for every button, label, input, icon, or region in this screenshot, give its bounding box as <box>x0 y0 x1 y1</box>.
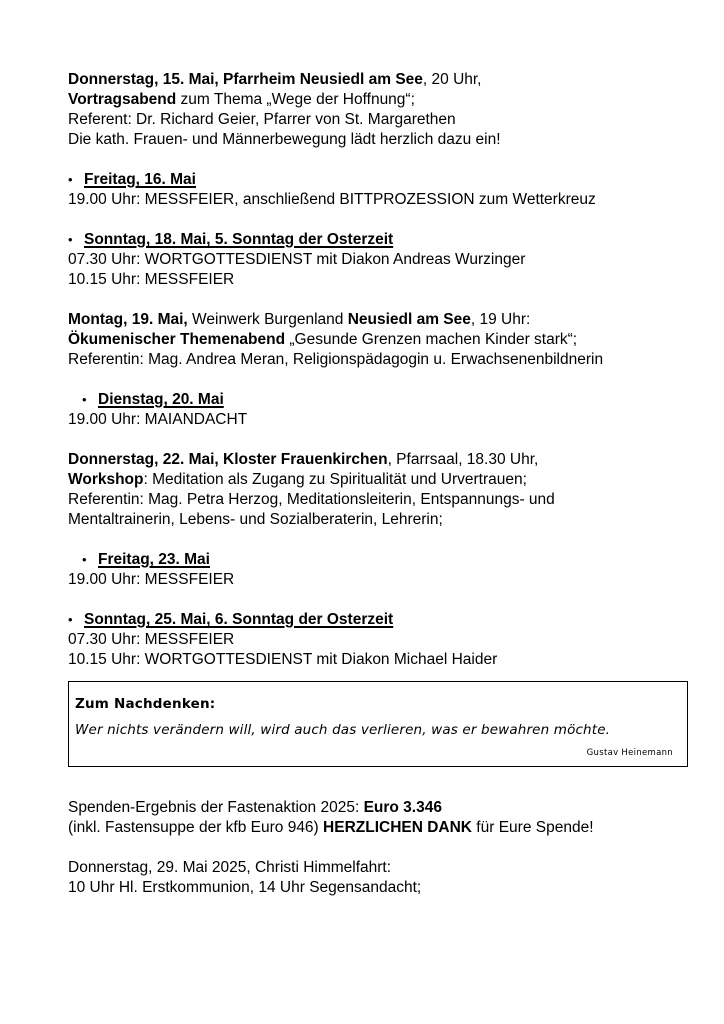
day-title: Dienstag, 20. Mai <box>98 391 224 408</box>
bullet-icon: • <box>68 612 73 627</box>
bullet-icon: • <box>82 552 87 567</box>
event-note: Die kath. Frauen- und Männerbewegung lädt herzlich dazu ein! <box>68 131 501 148</box>
ascension-day <box>68 858 708 898</box>
event-speaker: Referentin: Mag. Petra Herzog, Meditationsleiterin, Entspannungs- und <box>68 491 555 508</box>
schedule-line: 19.00 Uhr: MESSFEIER, anschließend BITTPROZESSION zum Wetterkreuz <box>68 191 596 208</box>
schedule-line: 07.30 Uhr: WORTGOTTESDIENST mit Diakon Andreas Wurzinger <box>68 251 526 268</box>
event-speaker-cont: Mentaltrainerin, Lebens- und Sozialberaterin, Lehrerin; <box>68 511 443 528</box>
event-type: Ökumenischer Themenabend <box>68 331 286 348</box>
day-title: Freitag, 23. Mai <box>98 551 210 568</box>
reflection-quote: Wer nichts verändern will, wird auch das verlieren, was er bewahren möchte. <box>75 722 611 738</box>
reflection-author: Gustav Heinemann <box>586 748 673 758</box>
event-themenabend: Montag, 19. Mai, Weinwerk Burgenland Neusiedl am See, 19 Uhr: Ökumenischer Themenabend „Gesunde Grenzen machen Kinder stark“; Referentin: Mag. Andrea Meran, Religionspädagogin u. Erwachsenenbildnerin <box>68 310 708 370</box>
event-heading: Donnerstag, 22. Mai, Kloster Frauenkirchen <box>68 451 388 468</box>
bullet-icon: • <box>68 232 73 247</box>
schedule-line: 10.15 Uhr: MESSFEIER <box>68 271 235 288</box>
ascension-schedule: 10 Uhr Hl. Erstkommunion, 14 Uhr Segensandacht; <box>68 879 422 896</box>
day-title: Freitag, 16. Mai <box>84 171 196 188</box>
schedule-line: 19.00 Uhr: MAIANDACHT <box>68 411 248 428</box>
day-title: Sonntag, 18. Mai, 5. Sonntag der Osterzeit <box>84 231 394 248</box>
reflection-box <box>68 681 688 767</box>
day-friday-16 <box>68 170 708 210</box>
event-workshop: Donnerstag, 22. Mai, Kloster Frauenkirchen, Pfarrsaal, 18.30 Uhr, Workshop: Meditation als Zugang zu Spiritualität und Urvertrauen; Referentin: Mag. Petra Herzog, Meditationsleiterin, Entspannungs- und Mentaltrainerin, Lebens- und Sozialberaterin, Lehrerin; <box>68 450 708 530</box>
thanks-text: HERZLICHEN DANK <box>323 819 472 836</box>
donation-amount: Euro 3.346 <box>363 799 442 816</box>
donation-result: Spenden-Ergebnis der Fastenaktion 2025: Euro 3.346 (inkl. Fastensuppe der kfb Euro 946) HERZLICHEN DANK für Eure Spende! <box>68 799 594 836</box>
event-speaker: Referent: Dr. Richard Geier, Pfarrer von St. Margarethen <box>68 111 456 128</box>
event-type: Vortragsabend <box>68 91 177 108</box>
bullet-icon: • <box>82 392 87 407</box>
closing-notes <box>68 798 708 918</box>
event-speaker: Referentin: Mag. Andrea Meran, Religionspädagogin u. Erwachsenenbildnerin <box>68 351 604 368</box>
event-vortragsabend: Donnerstag, 15. Mai, Pfarrheim Neusiedl am See, 20 Uhr, Vortragsabend zum Thema „Wege der Hoffnung“; Referent: Dr. Richard Geier, Pfarrer von St. Margarethen Die kath. Frauen- und Männerbewegung lädt herzlich dazu ein! <box>68 70 708 150</box>
day-sunday-25 <box>68 610 708 670</box>
event-heading: Donnerstag, 15. Mai, Pfarrheim Neusiedl am See <box>68 71 423 88</box>
event-type: Workshop <box>68 471 144 488</box>
day-tuesday-20 <box>68 390 708 430</box>
ascension-heading: Donnerstag, 29. Mai 2025, Christi Himmelfahrt: <box>68 859 392 876</box>
day-friday-23 <box>68 550 708 590</box>
day-sunday-18 <box>68 230 708 290</box>
bulletin-page <box>68 70 708 690</box>
reflection-title: Zum Nachdenken: <box>75 696 216 712</box>
schedule-line: 07.30 Uhr: MESSFEIER <box>68 631 235 648</box>
schedule-line: 19.00 Uhr: MESSFEIER <box>68 571 235 588</box>
day-title: Sonntag, 25. Mai, 6. Sonntag der Osterzeit <box>84 611 394 628</box>
schedule-line: 10.15 Uhr: WORTGOTTESDIENST mit Diakon Michael Haider <box>68 651 498 668</box>
bullet-icon: • <box>68 172 73 187</box>
